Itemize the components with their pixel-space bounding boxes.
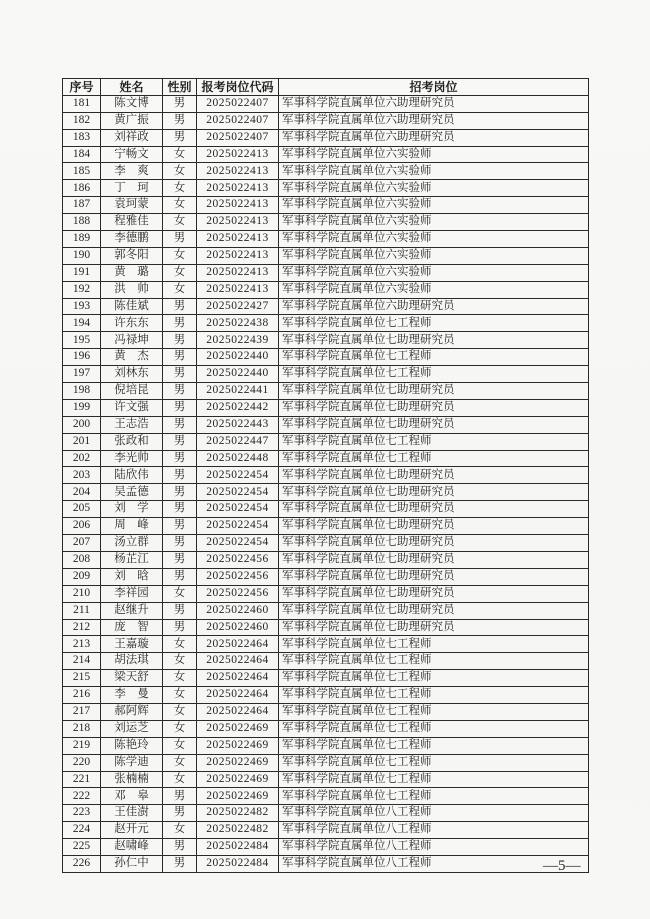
- cell-gender: 男: [163, 535, 197, 552]
- table-row: [63, 298, 589, 315]
- cell-name: 汤立群: [101, 535, 163, 552]
- cell-gender: 女: [163, 146, 197, 163]
- cell-position: 军事科学院直属单位七工程师: [279, 771, 589, 788]
- cell-name: 梁天舒: [101, 670, 163, 687]
- cell-gender: 女: [163, 737, 197, 754]
- cell-name: 黄 璐: [101, 264, 163, 281]
- cell-name: 杨芷江: [101, 551, 163, 568]
- cell-position: 军事科学院直属单位八工程师: [279, 839, 589, 856]
- cell-position: 军事科学院直属单位六助理研究员: [279, 112, 589, 129]
- table-row: [63, 332, 589, 349]
- cell-index: 201: [63, 433, 101, 450]
- cell-index: 216: [63, 687, 101, 704]
- cell-code: 2025022427: [197, 298, 279, 315]
- table-row: [63, 703, 589, 720]
- cell-name: 陈学迪: [101, 754, 163, 771]
- cell-gender: 男: [163, 231, 197, 248]
- cell-name: 胡法琪: [101, 653, 163, 670]
- cell-index: 223: [63, 805, 101, 822]
- cell-name: 陈文博: [101, 95, 163, 112]
- cell-position: 军事科学院直属单位七助理研究员: [279, 501, 589, 518]
- cell-gender: 男: [163, 450, 197, 467]
- cell-name: 赵开元: [101, 822, 163, 839]
- cell-name: 刘 学: [101, 501, 163, 518]
- cell-position: 军事科学院直属单位六实验师: [279, 281, 589, 298]
- cell-index: 200: [63, 416, 101, 433]
- cell-code: 2025022454: [197, 484, 279, 501]
- cell-name: 李德鹏: [101, 231, 163, 248]
- cell-name: 程雅佳: [101, 214, 163, 231]
- cell-gender: 女: [163, 653, 197, 670]
- page-number: —5—: [543, 858, 581, 874]
- table-row: [63, 231, 589, 248]
- cell-position: 军事科学院直属单位六助理研究员: [279, 298, 589, 315]
- cell-gender: 男: [163, 112, 197, 129]
- table-row: [63, 822, 589, 839]
- cell-gender: 男: [163, 551, 197, 568]
- cell-code: 2025022469: [197, 720, 279, 737]
- cell-gender: 女: [163, 636, 197, 653]
- cell-position: 军事科学院直属单位七工程师: [279, 670, 589, 687]
- cell-gender: 女: [163, 670, 197, 687]
- cell-position: 军事科学院直属单位七工程师: [279, 450, 589, 467]
- table-row: [63, 636, 589, 653]
- cell-gender: 女: [163, 264, 197, 281]
- table-row: [63, 484, 589, 501]
- cell-gender: 女: [163, 585, 197, 602]
- cell-position: 军事科学院直属单位六助理研究员: [279, 129, 589, 146]
- cell-gender: 女: [163, 754, 197, 771]
- cell-index: 221: [63, 771, 101, 788]
- table-row: [63, 349, 589, 366]
- cell-gender: 男: [163, 433, 197, 450]
- cell-position: 军事科学院直属单位七工程师: [279, 653, 589, 670]
- cell-index: 186: [63, 180, 101, 197]
- cell-index: 187: [63, 197, 101, 214]
- cell-gender: 男: [163, 788, 197, 805]
- cell-position: 军事科学院直属单位七助理研究员: [279, 619, 589, 636]
- table-row: [63, 129, 589, 146]
- cell-code: 2025022407: [197, 95, 279, 112]
- table-row: [63, 399, 589, 416]
- cell-position: 军事科学院直属单位七助理研究员: [279, 568, 589, 585]
- cell-gender: 女: [163, 281, 197, 298]
- table-row: [63, 383, 589, 400]
- table-row: [63, 518, 589, 535]
- cell-index: 203: [63, 467, 101, 484]
- cell-position: 军事科学院直属单位七工程师: [279, 720, 589, 737]
- cell-gender: 女: [163, 197, 197, 214]
- cell-name: 许东东: [101, 315, 163, 332]
- cell-index: 192: [63, 281, 101, 298]
- cell-name: 张楠楠: [101, 771, 163, 788]
- cell-index: 213: [63, 636, 101, 653]
- cell-gender: 女: [163, 214, 197, 231]
- cell-index: 207: [63, 535, 101, 552]
- cell-position: 军事科学院直属单位八工程师: [279, 822, 589, 839]
- cell-index: 189: [63, 231, 101, 248]
- cell-index: 181: [63, 95, 101, 112]
- cell-code: 2025022439: [197, 332, 279, 349]
- table-row: [63, 535, 589, 552]
- cell-position: 军事科学院直属单位七工程师: [279, 636, 589, 653]
- cell-gender: 男: [163, 501, 197, 518]
- cell-code: 2025022469: [197, 754, 279, 771]
- cell-position: 军事科学院直属单位六实验师: [279, 214, 589, 231]
- cell-gender: 男: [163, 349, 197, 366]
- cell-name: 李 爽: [101, 163, 163, 180]
- cell-position: 军事科学院直属单位七助理研究员: [279, 399, 589, 416]
- cell-index: 198: [63, 383, 101, 400]
- cell-code: 2025022407: [197, 129, 279, 146]
- cell-index: 196: [63, 349, 101, 366]
- cell-gender: 女: [163, 687, 197, 704]
- cell-name: 王嘉璇: [101, 636, 163, 653]
- cell-name: 陈艳玲: [101, 737, 163, 754]
- cell-name: 倪培昆: [101, 383, 163, 400]
- cell-position: 军事科学院直属单位八工程师: [279, 855, 589, 872]
- cell-name: 刘祥政: [101, 129, 163, 146]
- cell-index: 219: [63, 737, 101, 754]
- cell-code: 2025022438: [197, 315, 279, 332]
- table-row: [63, 433, 589, 450]
- cell-index: 214: [63, 653, 101, 670]
- table-row: [63, 467, 589, 484]
- cell-index: 193: [63, 298, 101, 315]
- cell-name: 王佳澍: [101, 805, 163, 822]
- cell-code: 2025022454: [197, 467, 279, 484]
- table-row: [63, 416, 589, 433]
- cell-name: 刘运芝: [101, 720, 163, 737]
- table-row: [63, 720, 589, 737]
- cell-gender: 男: [163, 298, 197, 315]
- cell-index: 211: [63, 602, 101, 619]
- cell-code: 2025022464: [197, 636, 279, 653]
- cell-code: 2025022441: [197, 383, 279, 400]
- cell-gender: 男: [163, 366, 197, 383]
- cell-gender: 男: [163, 467, 197, 484]
- cell-index: 218: [63, 720, 101, 737]
- cell-gender: 男: [163, 839, 197, 856]
- cell-position: 军事科学院直属单位七工程师: [279, 687, 589, 704]
- cell-position: 军事科学院直属单位七助理研究员: [279, 518, 589, 535]
- cell-gender: 男: [163, 399, 197, 416]
- cell-name: 郭冬阳: [101, 247, 163, 264]
- cell-index: 205: [63, 501, 101, 518]
- table-row: [63, 95, 589, 112]
- table-row: [63, 737, 589, 754]
- cell-index: 197: [63, 366, 101, 383]
- table-row: [63, 501, 589, 518]
- cell-name: 周 峰: [101, 518, 163, 535]
- column-header-index: 序号: [63, 79, 101, 96]
- table-row: [63, 315, 589, 332]
- cell-code: 2025022482: [197, 805, 279, 822]
- table-row: [63, 754, 589, 771]
- cell-index: 202: [63, 450, 101, 467]
- cell-index: 220: [63, 754, 101, 771]
- table-row: [63, 551, 589, 568]
- cell-code: 2025022454: [197, 501, 279, 518]
- cell-position: 军事科学院直属单位七工程师: [279, 737, 589, 754]
- cell-index: 194: [63, 315, 101, 332]
- cell-code: 2025022440: [197, 366, 279, 383]
- cell-position: 军事科学院直属单位七工程师: [279, 754, 589, 771]
- cell-code: 2025022464: [197, 703, 279, 720]
- cell-code: 2025022413: [197, 264, 279, 281]
- table-row: [63, 619, 589, 636]
- cell-code: 2025022448: [197, 450, 279, 467]
- cell-name: 李光帅: [101, 450, 163, 467]
- cell-name: 丁 珂: [101, 180, 163, 197]
- cell-position: 军事科学院直属单位七助理研究员: [279, 332, 589, 349]
- cell-code: 2025022440: [197, 349, 279, 366]
- table-row: [63, 450, 589, 467]
- cell-name: 刘 晗: [101, 568, 163, 585]
- cell-position: 军事科学院直属单位六实验师: [279, 247, 589, 264]
- cell-code: 2025022454: [197, 535, 279, 552]
- cell-name: 洪 帅: [101, 281, 163, 298]
- table-body: [63, 95, 589, 872]
- cell-index: 225: [63, 839, 101, 856]
- cell-index: 210: [63, 585, 101, 602]
- cell-index: 184: [63, 146, 101, 163]
- table-row: [63, 281, 589, 298]
- cell-position: 军事科学院直属单位六助理研究员: [279, 95, 589, 112]
- cell-index: 217: [63, 703, 101, 720]
- column-header-position: 招考岗位: [279, 79, 589, 96]
- cell-gender: 男: [163, 416, 197, 433]
- cell-gender: 男: [163, 484, 197, 501]
- cell-name: 李 曼: [101, 687, 163, 704]
- cell-index: 190: [63, 247, 101, 264]
- table-row: [63, 163, 589, 180]
- cell-gender: 女: [163, 703, 197, 720]
- table-row: [63, 112, 589, 129]
- table-row: [63, 214, 589, 231]
- cell-index: 224: [63, 822, 101, 839]
- cell-index: 204: [63, 484, 101, 501]
- cell-code: 2025022484: [197, 855, 279, 872]
- cell-name: 孙仁中: [101, 855, 163, 872]
- table-row: [63, 197, 589, 214]
- table-row: [63, 653, 589, 670]
- table-row: [63, 687, 589, 704]
- cell-position: 军事科学院直属单位七工程师: [279, 315, 589, 332]
- cell-position: 军事科学院直属单位七助理研究员: [279, 585, 589, 602]
- cell-name: 陆欣伟: [101, 467, 163, 484]
- table-row: [63, 247, 589, 264]
- cell-index: 206: [63, 518, 101, 535]
- cell-code: 2025022484: [197, 839, 279, 856]
- table-row: [63, 366, 589, 383]
- cell-position: 军事科学院直属单位七工程师: [279, 788, 589, 805]
- cell-gender: 女: [163, 720, 197, 737]
- cell-code: 2025022456: [197, 551, 279, 568]
- cell-name: 冯禄坤: [101, 332, 163, 349]
- cell-code: 2025022413: [197, 247, 279, 264]
- cell-gender: 女: [163, 180, 197, 197]
- cell-gender: 男: [163, 568, 197, 585]
- cell-position: 军事科学院直属单位六实验师: [279, 264, 589, 281]
- cell-gender: 女: [163, 247, 197, 264]
- cell-position: 军事科学院直属单位七助理研究员: [279, 535, 589, 552]
- table-row: [63, 568, 589, 585]
- cell-code: 2025022454: [197, 518, 279, 535]
- cell-name: 王志浩: [101, 416, 163, 433]
- cell-index: 182: [63, 112, 101, 129]
- cell-name: 邓 皋: [101, 788, 163, 805]
- table-row: [63, 585, 589, 602]
- cell-position: 军事科学院直属单位六实验师: [279, 146, 589, 163]
- cell-position: 军事科学院直属单位六实验师: [279, 197, 589, 214]
- column-header-code: 报考岗位代码: [197, 79, 279, 96]
- cell-position: 军事科学院直属单位七助理研究员: [279, 383, 589, 400]
- column-header-name: 姓名: [101, 79, 163, 96]
- cell-code: 2025022442: [197, 399, 279, 416]
- cell-code: 2025022456: [197, 585, 279, 602]
- cell-name: 李祥园: [101, 585, 163, 602]
- cell-gender: 女: [163, 822, 197, 839]
- cell-position: 军事科学院直属单位八工程师: [279, 805, 589, 822]
- cell-index: 212: [63, 619, 101, 636]
- cell-code: 2025022443: [197, 416, 279, 433]
- cell-position: 军事科学院直属单位六实验师: [279, 163, 589, 180]
- cell-position: 军事科学院直属单位七助理研究员: [279, 484, 589, 501]
- cell-name: 吴孟德: [101, 484, 163, 501]
- cell-position: 军事科学院直属单位七助理研究员: [279, 467, 589, 484]
- table-row: [63, 146, 589, 163]
- cell-name: 郝阿辉: [101, 703, 163, 720]
- cell-code: 2025022464: [197, 670, 279, 687]
- cell-position: 军事科学院直属单位七助理研究员: [279, 416, 589, 433]
- cell-name: 宁畅文: [101, 146, 163, 163]
- cell-position: 军事科学院直属单位七助理研究员: [279, 602, 589, 619]
- cell-name: 刘林东: [101, 366, 163, 383]
- cell-code: 2025022469: [197, 771, 279, 788]
- cell-code: 2025022469: [197, 737, 279, 754]
- cell-code: 2025022456: [197, 568, 279, 585]
- cell-index: 183: [63, 129, 101, 146]
- cell-position: 军事科学院直属单位七工程师: [279, 433, 589, 450]
- cell-index: 208: [63, 551, 101, 568]
- cell-gender: 男: [163, 518, 197, 535]
- cell-code: 2025022460: [197, 602, 279, 619]
- cell-index: 209: [63, 568, 101, 585]
- cell-gender: 男: [163, 129, 197, 146]
- cell-code: 2025022413: [197, 180, 279, 197]
- cell-name: 张政和: [101, 433, 163, 450]
- cell-code: 2025022460: [197, 619, 279, 636]
- cell-name: 赵继升: [101, 602, 163, 619]
- cell-name: 赵啸峰: [101, 839, 163, 856]
- cell-position: 军事科学院直属单位七工程师: [279, 349, 589, 366]
- cell-code: 2025022482: [197, 822, 279, 839]
- applicant-table: [62, 78, 589, 873]
- cell-code: 2025022469: [197, 788, 279, 805]
- cell-index: 226: [63, 855, 101, 872]
- table-row: [63, 771, 589, 788]
- cell-code: 2025022413: [197, 163, 279, 180]
- cell-gender: 男: [163, 383, 197, 400]
- cell-position: 军事科学院直属单位六实验师: [279, 180, 589, 197]
- cell-gender: 男: [163, 602, 197, 619]
- cell-gender: 男: [163, 855, 197, 872]
- cell-name: 黄 杰: [101, 349, 163, 366]
- table-header-row: [63, 79, 589, 96]
- table-row: [63, 855, 589, 872]
- table-row: [63, 839, 589, 856]
- cell-code: 2025022413: [197, 146, 279, 163]
- cell-name: 袁珂蒙: [101, 197, 163, 214]
- table-row: [63, 788, 589, 805]
- cell-position: 军事科学院直属单位七助理研究员: [279, 551, 589, 568]
- cell-index: 185: [63, 163, 101, 180]
- cell-gender: 女: [163, 771, 197, 788]
- cell-code: 2025022447: [197, 433, 279, 450]
- table-row: [63, 180, 589, 197]
- cell-position: 军事科学院直属单位六实验师: [279, 231, 589, 248]
- cell-index: 199: [63, 399, 101, 416]
- table-row: [63, 670, 589, 687]
- table-row: [63, 805, 589, 822]
- cell-code: 2025022413: [197, 281, 279, 298]
- cell-index: 191: [63, 264, 101, 281]
- cell-name: 庞 智: [101, 619, 163, 636]
- cell-name: 黄广振: [101, 112, 163, 129]
- cell-name: 许文强: [101, 399, 163, 416]
- cell-code: 2025022464: [197, 687, 279, 704]
- cell-code: 2025022413: [197, 197, 279, 214]
- table-row: [63, 264, 589, 281]
- cell-code: 2025022413: [197, 214, 279, 231]
- cell-gender: 男: [163, 332, 197, 349]
- table-row: [63, 602, 589, 619]
- cell-name: 陈佳斌: [101, 298, 163, 315]
- cell-index: 195: [63, 332, 101, 349]
- cell-gender: 女: [163, 163, 197, 180]
- cell-gender: 男: [163, 95, 197, 112]
- cell-position: 军事科学院直属单位七工程师: [279, 703, 589, 720]
- column-header-gender: 性别: [163, 79, 197, 96]
- cell-index: 222: [63, 788, 101, 805]
- cell-index: 188: [63, 214, 101, 231]
- cell-gender: 男: [163, 619, 197, 636]
- cell-gender: 男: [163, 315, 197, 332]
- cell-position: 军事科学院直属单位七工程师: [279, 366, 589, 383]
- cell-index: 215: [63, 670, 101, 687]
- cell-gender: 男: [163, 805, 197, 822]
- cell-code: 2025022464: [197, 653, 279, 670]
- cell-code: 2025022413: [197, 231, 279, 248]
- cell-code: 2025022407: [197, 112, 279, 129]
